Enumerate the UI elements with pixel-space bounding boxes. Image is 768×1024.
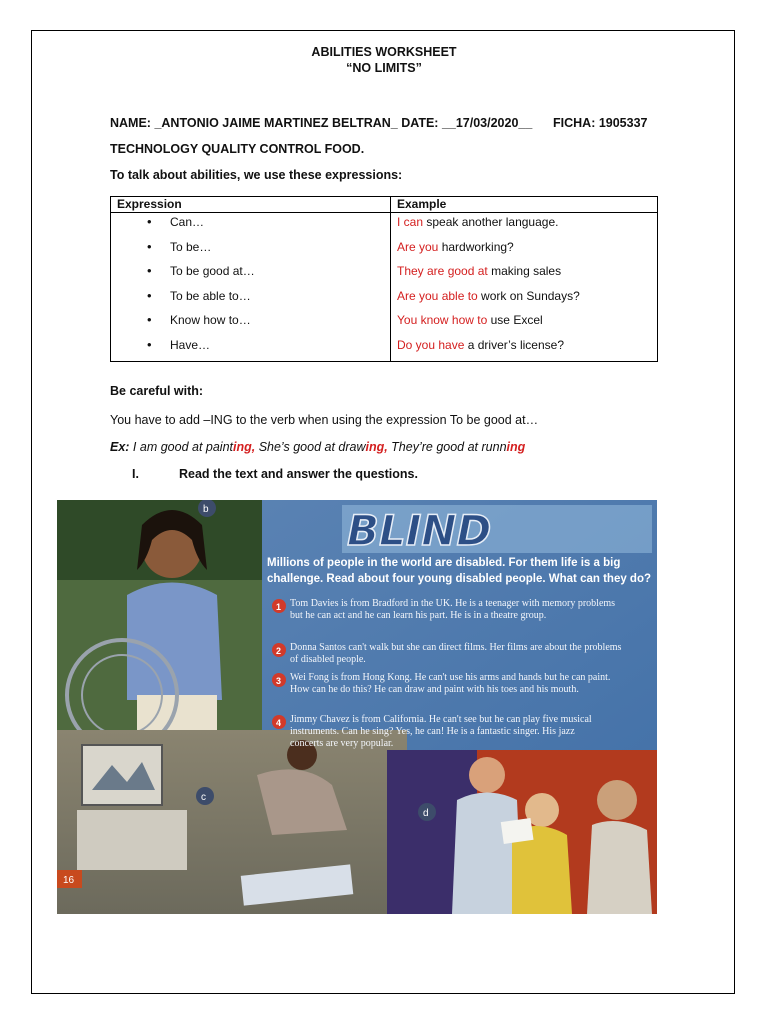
article-item: Tom Davies is from Bradford in the UK. He is a teenager with memory problems but he can act and he can learn his part. He is in a theatre group. bbox=[290, 598, 616, 621]
careful-examples: Ex: I am good at painting, She’s good at drawing, They’re good at running bbox=[110, 440, 526, 454]
expressions-table bbox=[110, 196, 658, 362]
item-number: 3 bbox=[276, 676, 282, 686]
careful-heading: Be careful with: bbox=[110, 384, 204, 398]
article-item: Jimmy Chavez is from California. He can't see but he can play five musical instruments. Can he sing? Yes, he can! He is a fantastic singer. His jazz concerts are very popular. bbox=[290, 714, 592, 749]
expression-item: • Have… bbox=[117, 336, 384, 361]
page-number: 16 bbox=[63, 875, 75, 886]
textbook-image bbox=[57, 500, 657, 914]
expression-item: • To be able to… bbox=[117, 287, 384, 312]
expression-item: • To be good at… bbox=[117, 262, 384, 287]
expression-item: • Can… bbox=[117, 213, 384, 238]
example-item: Are you able to work on Sundays? bbox=[397, 288, 580, 303]
section-instruction: Read the text and answer the questions. bbox=[179, 467, 418, 481]
item-number: 2 bbox=[276, 646, 282, 656]
item-number: 4 bbox=[276, 718, 282, 728]
expression-list bbox=[117, 213, 384, 361]
item-number: 1 bbox=[276, 602, 282, 612]
example-item: They are good at making sales bbox=[397, 264, 562, 279]
student-name-date: NAME: _ANTONIO JAIME MARTINEZ BELTRAN_ DATE: __17/03/2020__ bbox=[110, 116, 533, 130]
ficha-number: FICHA: 1905337 bbox=[553, 116, 648, 130]
article-intro: Millions of people in the world are disabled. For them life is a big challenge. Read about four young disabled people. What can they do? bbox=[267, 557, 652, 585]
article-item: Wei Fong is from Hong Kong. He can't use his arms and hands but he can paint. How can he do this? He can draw and paint with his toes and his mouth. bbox=[290, 672, 611, 695]
example-list bbox=[397, 213, 651, 361]
banner-title: BLIND bbox=[347, 506, 492, 555]
program-name: TECHNOLOGY QUALITY CONTROL FOOD. bbox=[110, 142, 365, 156]
example-header: Example bbox=[391, 197, 658, 213]
textbook-illustration bbox=[57, 500, 657, 914]
example-item: You know how to use Excel bbox=[397, 313, 543, 328]
expression-item: • To be… bbox=[117, 238, 384, 263]
photo-label: b bbox=[203, 504, 209, 515]
photo-label: d bbox=[423, 808, 429, 819]
section-number: I. bbox=[132, 467, 139, 481]
worksheet-subtitle: “NO LIMITS” bbox=[346, 61, 422, 75]
example-item: I can speak another language. bbox=[397, 215, 559, 229]
intro-text: To talk about abilities, we use these expressions: bbox=[110, 168, 403, 182]
example-item: Are you hardworking? bbox=[397, 239, 514, 254]
expression-header: Expression bbox=[111, 197, 391, 213]
example-item: Do you have a driver’s license? bbox=[397, 337, 564, 352]
photo-label: c bbox=[201, 792, 206, 803]
worksheet-title: ABILITIES WORKSHEET bbox=[311, 45, 457, 59]
careful-rule: You have to add –ING to the verb when using the expression To be good at… bbox=[110, 413, 539, 427]
expression-item: • Know how to… bbox=[117, 311, 384, 336]
article-item: Donna Santos can't walk but she can direct films. Her films are about the problems of disabled people. bbox=[290, 642, 622, 665]
